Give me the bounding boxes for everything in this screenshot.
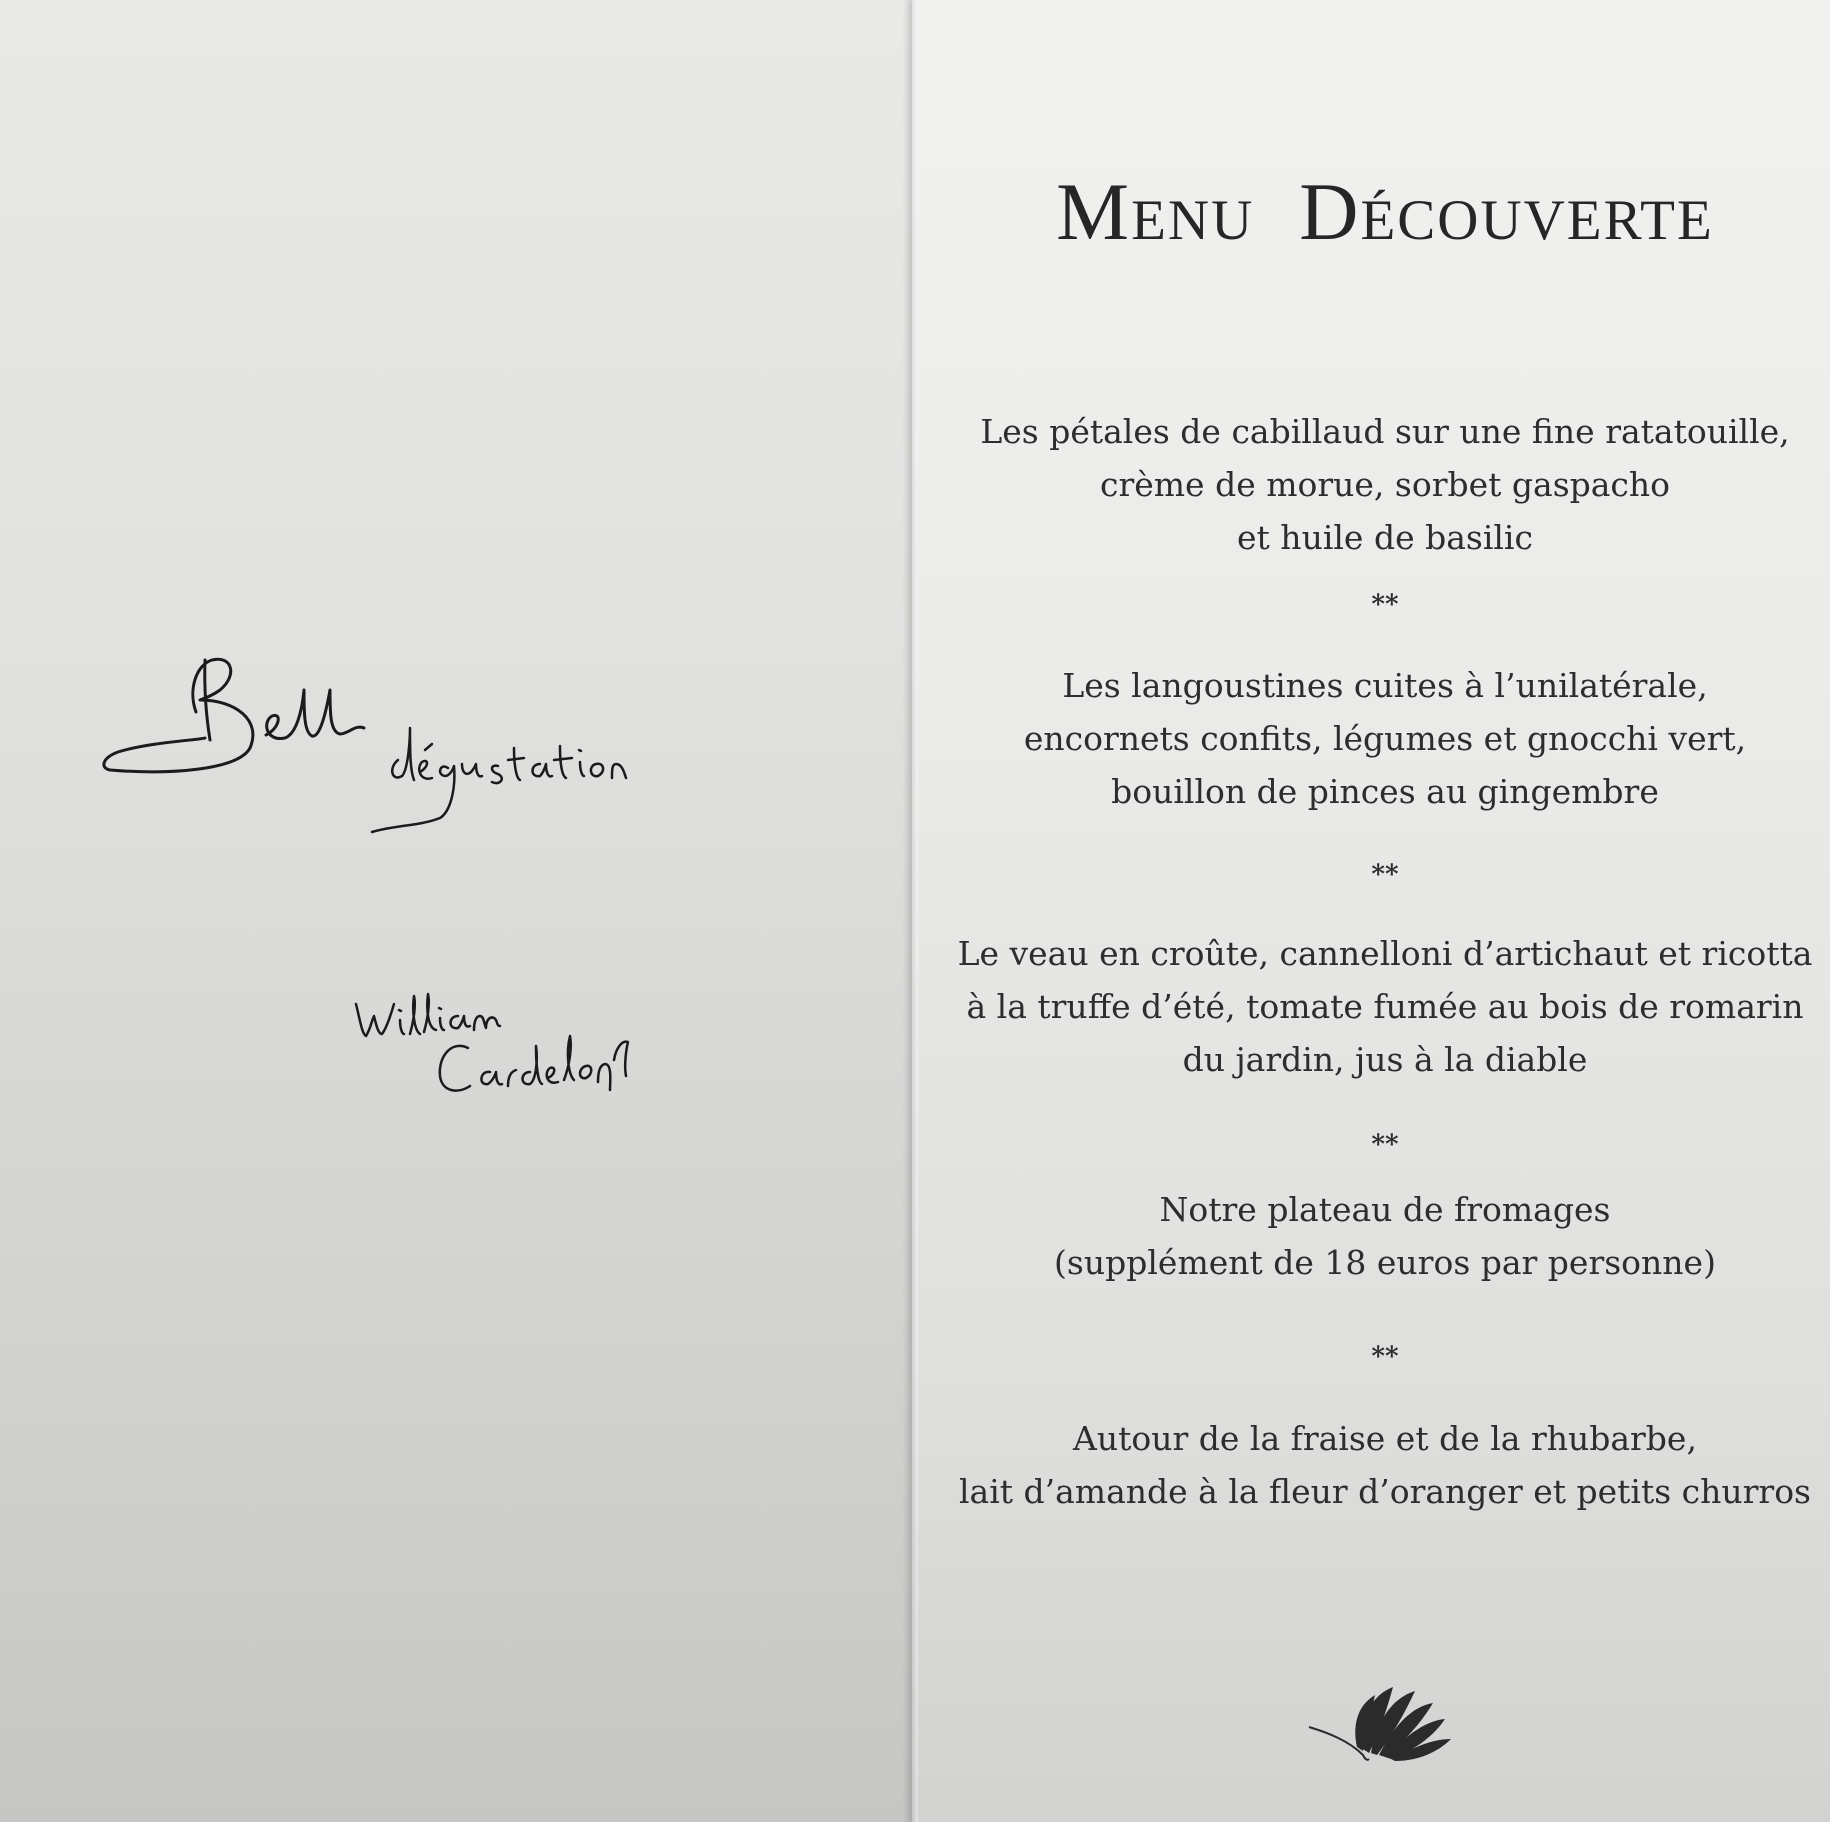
course-line: du jardin, jus à la diable <box>1182 1040 1588 1079</box>
course-line: bouillon de pinces au gingembre <box>1111 772 1659 811</box>
course-line: Autour de la fraise et de la rhubarbe, <box>1073 1419 1697 1458</box>
course-1 <box>950 405 1820 564</box>
course-4 <box>950 1183 1820 1289</box>
course-5 <box>950 1412 1820 1518</box>
course-line: Le veau en croûte, cannelloni d’artichaut et ricotta <box>957 934 1813 973</box>
course-line: Les pétales de cabillaud sur une fine ratatouille, <box>980 412 1790 451</box>
right-page <box>912 0 1830 1822</box>
handwritten-annotation <box>0 0 912 1822</box>
course-separator: ** <box>1371 860 1399 890</box>
scallop-shell-icon <box>1305 1675 1455 1765</box>
course-3 <box>950 927 1820 1086</box>
course-2 <box>950 659 1820 818</box>
course-separator: ** <box>1371 1342 1399 1372</box>
course-line: crème de morue, sorbet gaspacho <box>1099 465 1671 504</box>
handwritten-cardelon <box>440 1036 628 1091</box>
menu-title: Menu Découverte <box>1056 166 1714 257</box>
course-line: lait d’amande à la fleur d’oranger et petits churros <box>958 1472 1811 1511</box>
course-line: à la truffe d’été, tomate fumée au bois de romarin <box>966 987 1804 1026</box>
handwritten-belle <box>104 659 364 772</box>
course-line: et huile de basilic <box>1237 518 1533 557</box>
course-line: Notre plateau de fromages <box>1159 1190 1611 1229</box>
course-separator: ** <box>1371 1130 1399 1160</box>
handwritten-william <box>356 994 500 1036</box>
course-separator: ** <box>1371 590 1399 620</box>
course-line: Les langoustines cuites à l’unilatérale, <box>1062 666 1708 705</box>
handwritten-degustation <box>372 728 626 832</box>
course-line: (supplément de 18 euros par personne) <box>1054 1243 1716 1282</box>
course-line: encornets confits, légumes et gnocchi vert, <box>1023 719 1747 758</box>
